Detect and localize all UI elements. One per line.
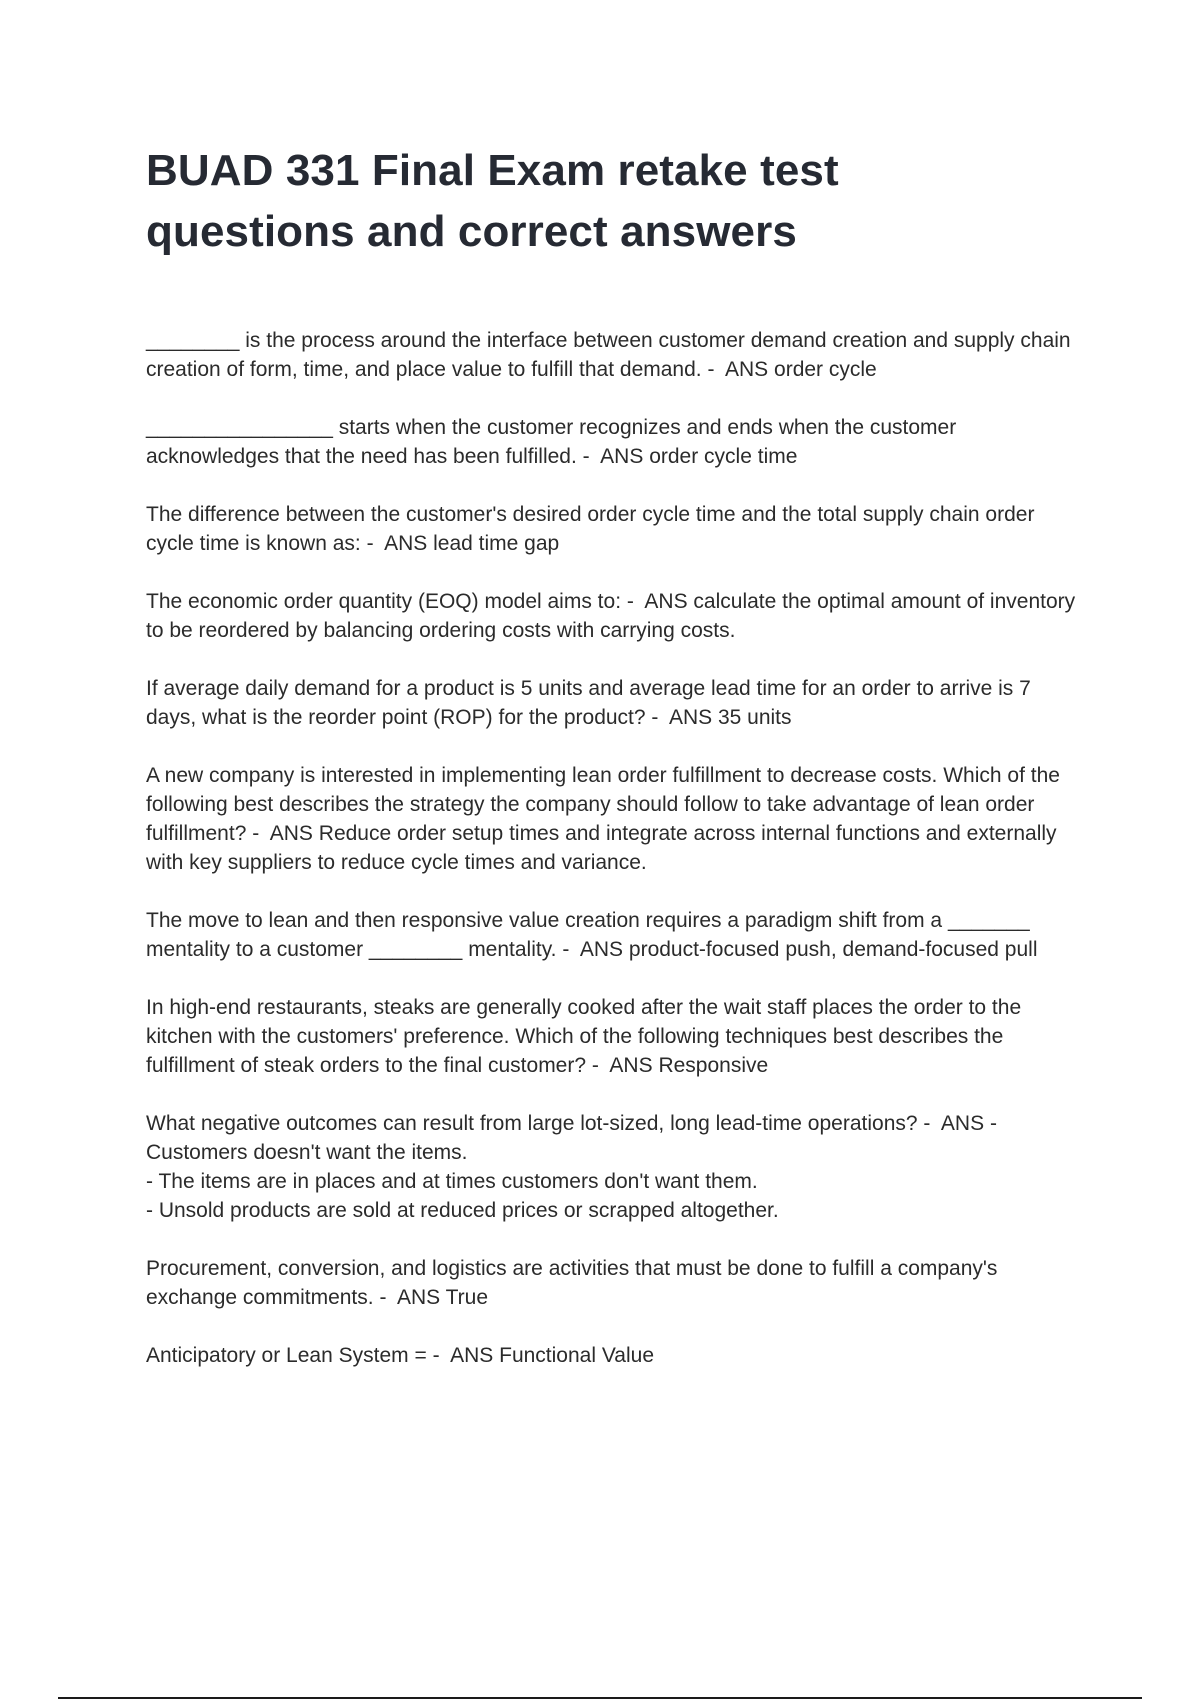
answer-text: order cycle time [649, 445, 798, 468]
answer-text: - Customers doesn't want the items. - The items are in places and at times customers don't want them. - Unsold products are sold at reduced prices or scrapped altogether. [146, 1112, 997, 1222]
ans-label: ANS [600, 445, 644, 468]
question-text: The economic order quantity (EOQ) model aims to: [146, 590, 622, 613]
qa-item-5 [146, 674, 1086, 732]
separator: - [645, 706, 665, 729]
question-text: The move to lean and then responsive value creation requires a paradigm shift from a _______ mentality to a customer ________ mentality. [146, 909, 1030, 961]
title-line-1: BUAD 331 Final Exam retake test [146, 146, 839, 195]
qa-item-3 [146, 500, 1086, 558]
separator: - [556, 938, 576, 961]
qa-item-6 [146, 761, 1086, 877]
question-text: The difference between the customer's desired order cycle time and the total supply chain order cycle time is known as: [146, 503, 1035, 555]
separator: - [621, 590, 640, 613]
ans-label: ANS [396, 1286, 441, 1309]
answer-text: order cycle [774, 358, 877, 381]
qa-item-11 [146, 1341, 1086, 1370]
answer-text: lead time gap [433, 532, 560, 555]
footer-divider [58, 1697, 1142, 1699]
qa-item-1 [146, 326, 1086, 384]
separator: - [360, 532, 380, 555]
qa-item-9 [146, 1109, 1086, 1225]
ans-label: ANS [450, 1344, 494, 1367]
qa-item-7 [146, 906, 1086, 964]
question-text: Procurement, conversion, and logistics are activities that must be done to fulfill a company's exchange commitments. [146, 1257, 998, 1309]
answer-text: Responsive [658, 1054, 769, 1077]
question-text: In high-end restaurants, steaks are generally cooked after the wait staff places the order to the kitchen with the customers' preference. Which of the following techniques best describes the fulfillment of steak orders to the final customer? [146, 996, 1022, 1077]
separator: - [373, 1286, 393, 1309]
document-title [146, 140, 1066, 262]
separator: - [917, 1112, 937, 1135]
answer-text: 35 units [717, 706, 792, 729]
ans-label: ANS [725, 358, 769, 381]
answer-text: Functional Value [499, 1344, 654, 1367]
answer-text: Reduce order setup times and integrate across internal functions and externally with key suppliers to reduce cycle times and variance. [146, 822, 1063, 874]
question-text: ________________ starts when the customer recognizes and ends when the customer acknowledges that the need has been fulfilled. [146, 416, 957, 468]
ans-label: ANS [269, 822, 313, 845]
separator: - [576, 445, 596, 468]
separator: - [701, 358, 721, 381]
separator: - [426, 1344, 446, 1367]
ans-label: ANS [609, 1054, 653, 1077]
ans-label: ANS [940, 1112, 985, 1135]
separator: - [586, 1054, 605, 1077]
answer-text: calculate the optimal amount of inventory to be reordered by balancing ordering costs with carrying costs. [146, 590, 1081, 642]
qa-item-2 [146, 413, 1086, 471]
answer-text: True [445, 1286, 489, 1309]
separator: - [246, 822, 266, 845]
title-line-2: questions and correct answers [146, 207, 797, 256]
question-text: A new company is interested in implementing lean order fulfillment to decrease costs. Which of the following best describes the strategy the company should follow to take advantage of lean order fulfillment? [146, 764, 1060, 845]
ans-label: ANS [384, 532, 428, 555]
question-text: What negative outcomes can result from large lot-sized, long lead-time operations? [146, 1112, 918, 1135]
qa-item-8 [146, 993, 1086, 1080]
qa-item-10 [146, 1254, 1086, 1312]
qa-item-4 [146, 587, 1086, 645]
question-text: Anticipatory or Lean System = [146, 1344, 427, 1367]
question-text: If average daily demand for a product is 5 units and average lead time for an order to arrive is 7 days, what is the reorder point (ROP) for the product? [146, 677, 1031, 729]
answer-text: product-focused push, demand-focused pull [628, 938, 1038, 961]
qa-list [146, 326, 1086, 1399]
ans-label: ANS [668, 706, 713, 729]
ans-label: ANS [579, 938, 624, 961]
ans-label: ANS [644, 590, 688, 613]
question-text: ________ is the process around the interface between customer demand creation and supply chain creation of form, time, and place value to fulfill that demand. [146, 329, 1071, 381]
